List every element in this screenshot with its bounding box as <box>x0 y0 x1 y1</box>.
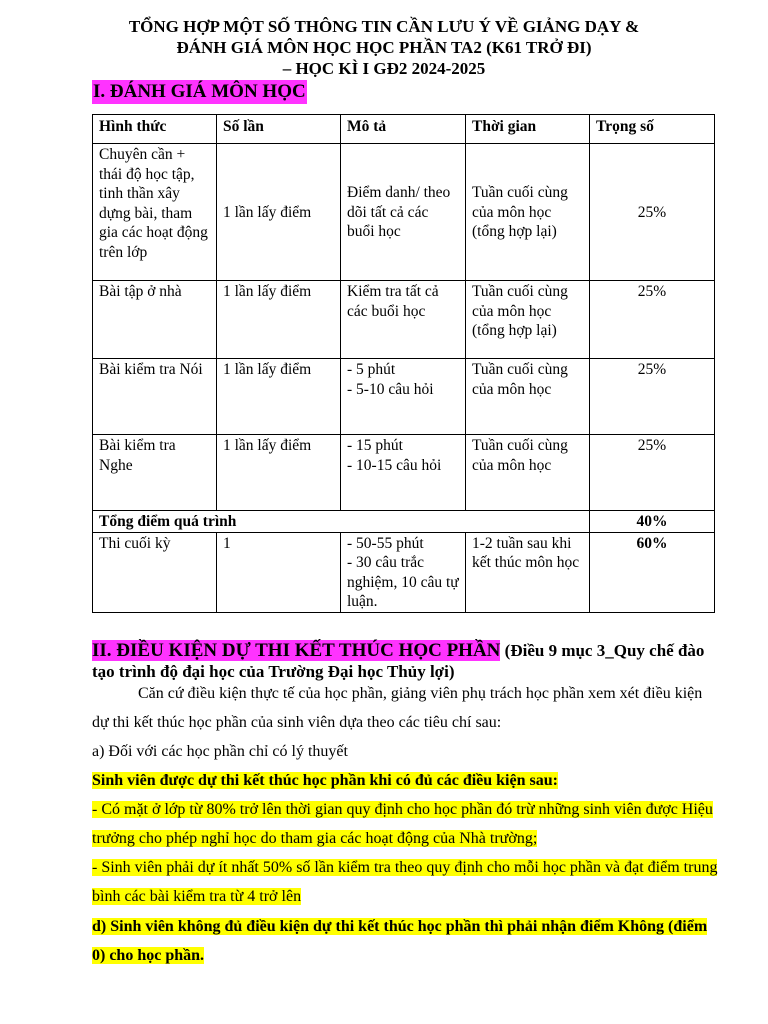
header-weight: Trọng số <box>590 115 715 144</box>
condition-2 <box>92 853 722 911</box>
title-line-2: ĐÁNH GIÁ MÔN HỌC HỌC PHẦN TA2 (K61 TRỞ ĐI) <box>176 38 592 57</box>
item-a: a) Đối với các học phần chỉ có lý thuyết <box>92 743 348 760</box>
cell-weight: 25% <box>590 144 715 281</box>
cell-time: Tuần cuối cùng của môn học (tổng hợp lại) <box>466 144 590 281</box>
condition-1 <box>92 795 722 853</box>
document-title <box>60 16 708 79</box>
cell-weight: 60% <box>590 532 715 612</box>
cell-desc: Điểm danh/ theo dõi tất cả các buổi học <box>341 144 466 281</box>
cell-times: 1 lần lấy điểm <box>217 359 341 435</box>
section-2-title: II. ĐIỀU KIỆN DỰ THI KẾT THÚC HỌC PHẦN <box>92 640 501 661</box>
item-d <box>92 912 722 970</box>
total-label: Tổng điểm quá trình <box>93 511 590 533</box>
title-line-1: TỔNG HỢP MỘT SỐ THÔNG TIN CẦN LƯU Ý VỀ GIẢNG DẠY & <box>128 17 640 36</box>
conditions-heading-text: Sinh viên được dự thi kết thúc học phần khi có đủ các điều kiện sau: <box>92 772 558 789</box>
cell-form: Bài kiểm tra Nói <box>93 359 217 435</box>
table-row <box>93 281 715 359</box>
cell-weight: 25% <box>590 359 715 435</box>
cell-time: 1-2 tuần sau khi kết thúc môn học <box>466 532 590 612</box>
item-d-text: d) Sinh viên không đủ điều kiện dự thi kết thúc học phần thì phải nhận điểm Không (điểm 0) cho học phần. <box>92 918 708 964</box>
table-row <box>93 435 715 511</box>
cell-times: 1 lần lấy điểm <box>217 281 341 359</box>
cell-weight: 25% <box>590 435 715 511</box>
section-2-heading <box>92 640 722 682</box>
table-header-row <box>93 115 715 144</box>
final-exam-row <box>93 532 715 612</box>
header-desc: Mô tả <box>341 115 466 144</box>
cell-time: Tuần cuối cùng của môn học <box>466 359 590 435</box>
cell-time: Tuần cuối cùng của môn học (tổng hợp lại) <box>466 281 590 359</box>
intro-paragraph: Căn cứ điều kiện thực tế của học phần, giảng viên phụ trách học phần xem xét điều kiện dự thi kết thúc học phần của sinh viên dựa theo các tiêu chí sau: <box>92 685 703 731</box>
desc-line: - 5 phút <box>347 361 396 378</box>
desc-line: - 15 phút <box>347 437 403 454</box>
table-row <box>93 359 715 435</box>
section-1-heading: I. ĐÁNH GIÁ MÔN HỌC <box>93 81 306 102</box>
conditions-heading <box>92 766 722 795</box>
cell-time: Tuần cuối cùng của môn học <box>466 435 590 511</box>
condition-1-text: - Có mặt ở lớp từ 80% trở lên thời gian quy định cho học phần đó trừ những sinh viên được Hiệu trưởng cho phép nghỉ học do tham gia các hoạt động của Nhà trường; <box>92 801 713 847</box>
header-times: Số lần <box>217 115 341 144</box>
cell-form: Bài tập ở nhà <box>93 281 217 359</box>
cell-times: 1 lần lấy điểm <box>217 144 341 281</box>
condition-2-text: - Sinh viên phải dự ít nhất 50% số lần kiểm tra theo quy định cho mỗi học phần và đạt điểm trung bình các bài kiểm tra từ 4 trở lên <box>92 859 718 905</box>
title-line-3: – HỌC KÌ I GĐ2 2024-2025 <box>282 59 486 78</box>
evaluation-table <box>92 114 715 613</box>
total-row <box>93 511 715 533</box>
header-time: Thời gian <box>466 115 590 144</box>
desc-line: - 10-15 câu hỏi <box>347 456 442 474</box>
cell-times: 1 <box>217 532 341 612</box>
cell-form: Chuyên cần + thái độ học tập, tinh thần xây dựng bài, tham gia các hoạt động trên lớp <box>93 144 217 281</box>
cell-desc <box>341 532 466 612</box>
cell-desc <box>341 435 466 511</box>
section-2-reference: (Điều 9 mục 3_Quy chế đào tạo trình độ đại học của Trường Đại học Thủy lợi) <box>92 641 705 681</box>
cell-form: Thi cuối kỳ <box>93 532 217 612</box>
cell-weight: 25% <box>590 281 715 359</box>
desc-line: - 5-10 câu hỏi <box>347 380 434 398</box>
total-weight: 40% <box>590 511 715 533</box>
desc-line: - 30 câu trắc nghiệm, 10 câu tự luận. <box>347 554 459 610</box>
cell-form: Bài kiểm tra Nghe <box>93 435 217 511</box>
header-form: Hình thức <box>93 115 217 144</box>
cell-desc <box>341 359 466 435</box>
cell-desc: Kiểm tra tất cả các buổi học <box>341 281 466 359</box>
cell-times: 1 lần lấy điểm <box>217 435 341 511</box>
desc-line: - 50-55 phút <box>347 534 424 552</box>
table-row <box>93 144 715 281</box>
